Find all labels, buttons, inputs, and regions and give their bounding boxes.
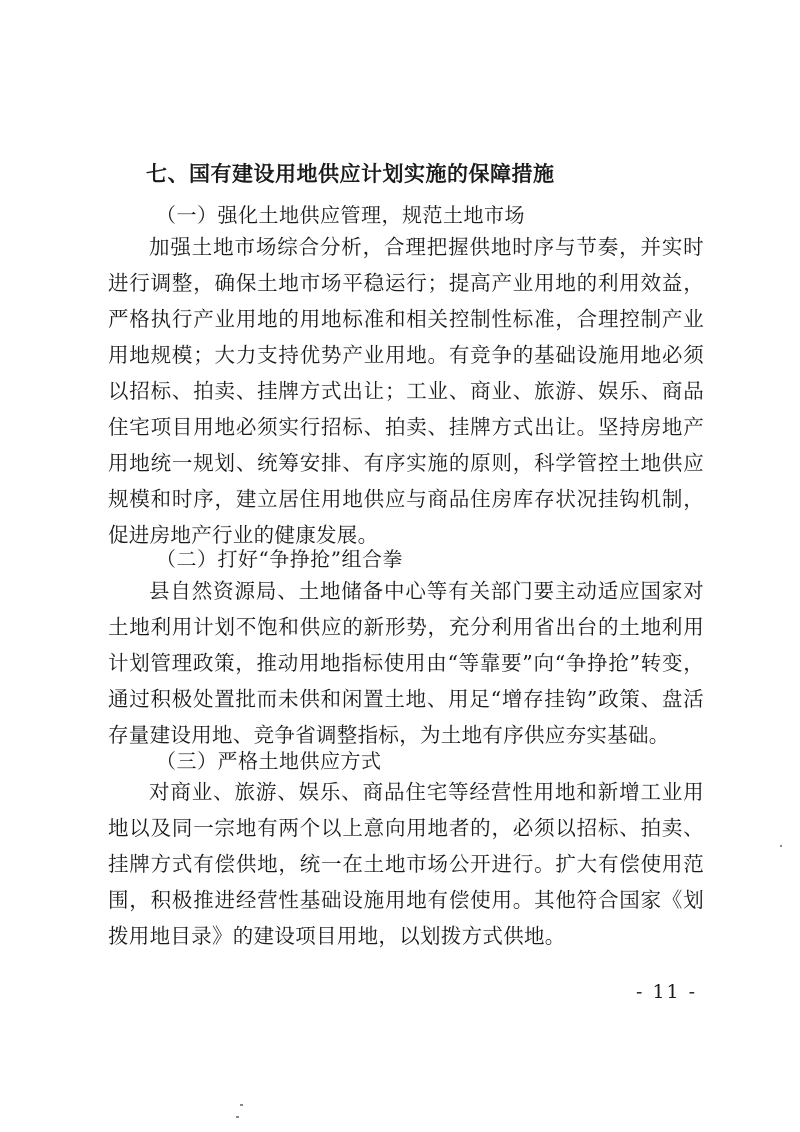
subsection-body-3: 对商业、旅游、娱乐、商品住宅等经营性用地和新增工业用地以及同一宗地有两个以上意向用地者的，必须以招标、拍卖、挂牌方式有偿供地，统一在土地市场公开进行。扩大有偿使用范围，积极推进经营性基础设施用地有偿使用。其他符合国家《划拨用地目录》的建设项目用地，以划拨方式供地。 [108, 780, 704, 948]
scan-speck [236, 1116, 239, 1118]
scan-speck [240, 1104, 243, 1106]
subsection-title-2: （二）打好“争挣抢”组合拳 [156, 547, 403, 571]
subsection-body-2: 县自然资源局、土地储备中心等有关部门要主动适应国家对土地利用计划不饱和供应的新形势，充分利用省出台的土地利用计划管理政策，推动用地指标使用由“等靠要”向“争挣抢”转变，通过积极处置批而未供和闲置土地、用足“增存挂钩”政策、盘活存量建设用地、竞争省调整指标，为土地有序供应夯实基础。 [108, 579, 704, 747]
section-heading: 七、国有建设用地供应计划实施的保障措施 [146, 162, 555, 186]
subsection-title-1: （一）强化土地供应管理，规范土地市场 [156, 203, 525, 227]
subsection-body-1: 加强土地市场综合分析，合理把握供地时序与节奏，并实时进行调整，确保土地市场平稳运行；提高产业用地的利用效益，严格执行产业用地的用地标准和相关控制性标准，合理控制产业用地规模；大力支持优势产业用地。有竞争的基础设施用地必须以招标、拍卖、挂牌方式出让；工业、商业、旅游、娱乐、商品住宅项目用地必须实行招标、拍卖、挂牌方式出让。坚持房地产用地统一规划、统筹安排、有序实施的原则，科学管控土地供应规模和时序，建立居住用地供应与商品住房库存状况挂钩机制，促进房地产行业的健康发展。 [108, 235, 704, 547]
subsection-title-3: （三）严格土地供应方式 [156, 749, 382, 773]
scan-speck [780, 845, 782, 847]
page-number: - 11 - [636, 981, 698, 1003]
